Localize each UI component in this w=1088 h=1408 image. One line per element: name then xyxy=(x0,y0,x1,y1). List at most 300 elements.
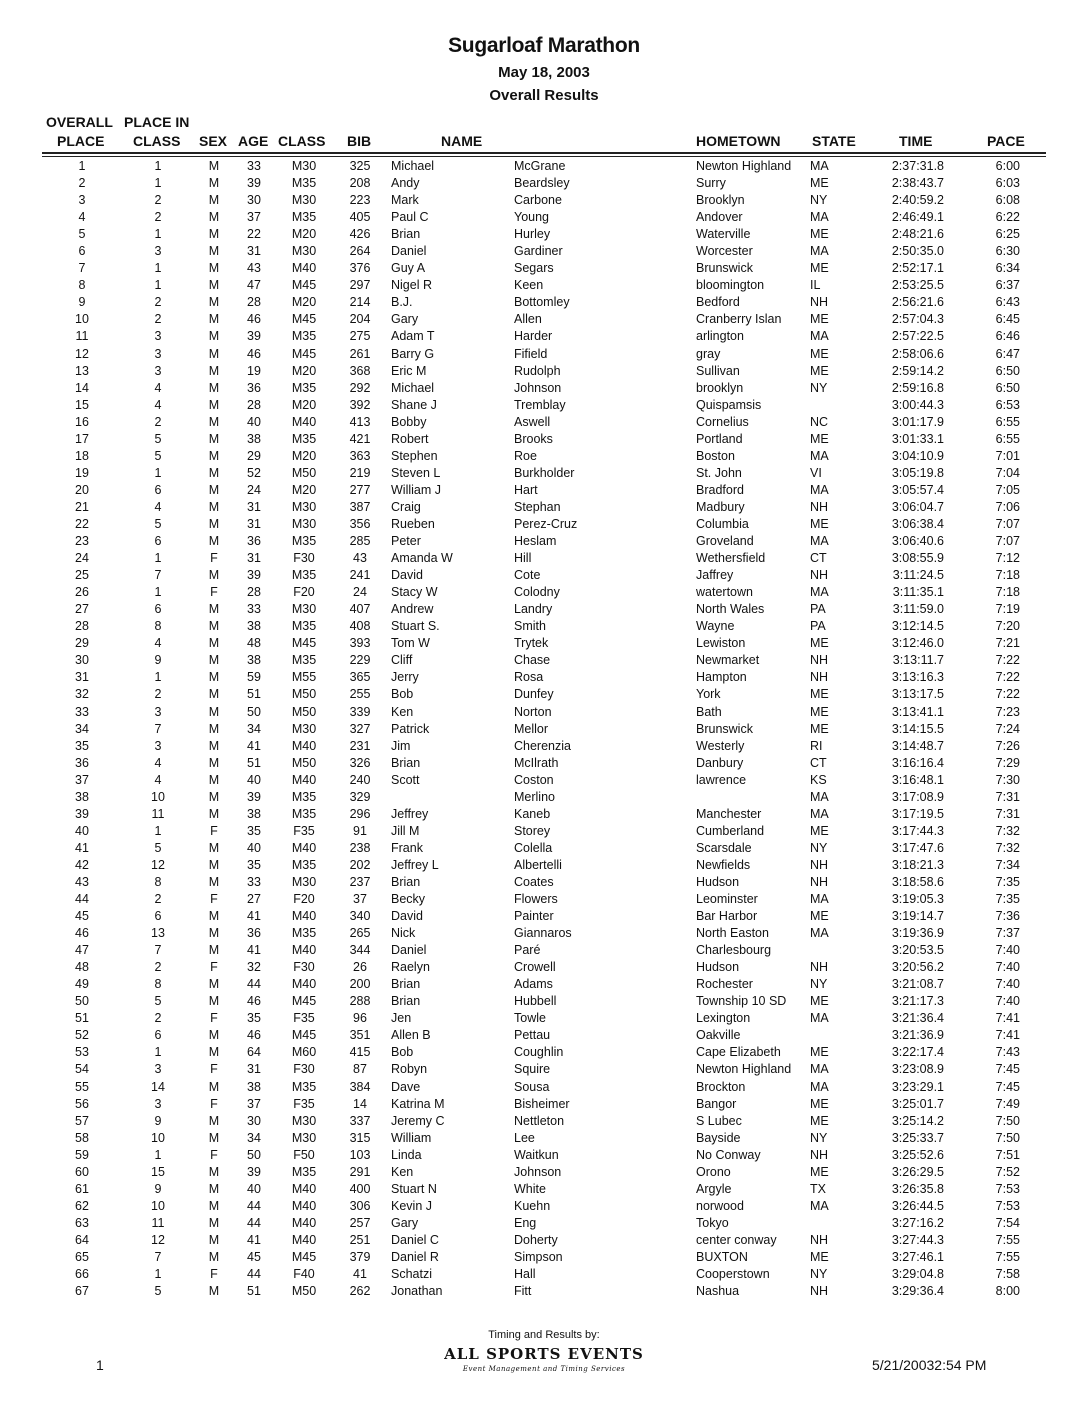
table-row xyxy=(0,516,1088,533)
hometown-cell: Worcester xyxy=(696,244,753,259)
class-place-cell: 14 xyxy=(151,1079,165,1094)
hometown-cell: arlington xyxy=(696,329,744,344)
overall-place-cell: 27 xyxy=(75,602,89,617)
last-name-cell: Coston xyxy=(514,772,554,787)
finish-time-cell: 2:57:04.3 xyxy=(891,312,944,327)
finish-time-cell: 2:40:59.2 xyxy=(891,193,944,208)
finish-time-cell: 3:21:36.4 xyxy=(891,1011,944,1026)
sex-cell: M xyxy=(208,193,220,208)
first-name-cell: Bobby xyxy=(391,414,427,429)
bib-cell: 238 xyxy=(349,840,371,855)
first-name-cell: Brian xyxy=(391,874,421,889)
hometown-cell: Groveland xyxy=(696,534,754,549)
overall-place-cell: 36 xyxy=(75,755,89,770)
bib-cell: 237 xyxy=(349,874,371,889)
class-place-cell: 5 xyxy=(154,1284,162,1299)
first-name-cell: Jen xyxy=(391,1011,412,1026)
table-row xyxy=(0,908,1088,925)
age-cell: 30 xyxy=(247,193,261,208)
sex-cell: M xyxy=(208,1045,220,1060)
table-row xyxy=(0,294,1088,311)
pace-cell: 7:55 xyxy=(995,1250,1020,1264)
bib-cell: 292 xyxy=(349,380,371,395)
first-name-cell: Jeffrey xyxy=(391,806,429,821)
hometown-cell: Danbury xyxy=(696,755,744,770)
sex-cell: F xyxy=(210,823,218,838)
pace-cell: 7:54 xyxy=(995,1215,1020,1230)
sex-cell: M xyxy=(208,1250,220,1264)
finish-time-cell: 2:50:35.0 xyxy=(891,244,944,259)
bib-cell: 202 xyxy=(349,857,371,872)
class-place-cell: 5 xyxy=(154,840,162,855)
table-row xyxy=(0,601,1088,618)
last-name-cell: Landry xyxy=(514,602,553,617)
last-name-cell: Aswell xyxy=(514,414,551,429)
age-class-cell: M35 xyxy=(291,619,317,634)
table-row xyxy=(0,704,1088,721)
age-class-cell: M30 xyxy=(291,602,317,617)
state-cell: NY xyxy=(810,380,828,395)
overall-place-cell: 50 xyxy=(75,994,89,1009)
table-row xyxy=(0,618,1088,635)
table-row xyxy=(0,1096,1088,1113)
bib-cell: 275 xyxy=(349,329,371,344)
bib-cell: 306 xyxy=(349,1198,371,1213)
last-name-cell: Storey xyxy=(514,823,551,838)
pace-cell: 7:07 xyxy=(995,534,1020,549)
last-name-cell: Doherty xyxy=(514,1232,558,1247)
overall-place-cell: 54 xyxy=(75,1062,89,1077)
age-cell: 31 xyxy=(247,551,261,566)
last-name-cell: Kuehn xyxy=(514,1198,551,1213)
class-place-cell: 1 xyxy=(154,1045,162,1060)
bib-cell: 229 xyxy=(349,653,371,668)
hometown-cell: North Easton xyxy=(696,926,769,941)
finish-time-cell: 3:29:36.4 xyxy=(891,1284,944,1299)
class-place-cell: 1 xyxy=(154,585,162,600)
table-row xyxy=(0,925,1088,942)
age-class-cell: M45 xyxy=(291,1250,317,1264)
sex-cell: M xyxy=(208,176,220,191)
hometown-cell: Bangor xyxy=(696,1096,737,1111)
last-name-cell: Hall xyxy=(514,1267,536,1282)
age-class-cell: M35 xyxy=(291,380,317,395)
age-cell: 44 xyxy=(247,1215,261,1230)
first-name-cell: William J xyxy=(391,482,441,497)
last-name-cell: Allen xyxy=(514,312,542,327)
hometown-cell: Hudson xyxy=(696,960,740,975)
last-name-cell: Flowers xyxy=(514,892,558,907)
age-cell: 46 xyxy=(247,1028,261,1043)
state-cell: ME xyxy=(810,346,829,361)
sex-cell: M xyxy=(208,534,220,549)
first-name-cell: Daniel C xyxy=(391,1232,439,1247)
class-place-cell: 1 xyxy=(154,176,162,191)
finish-time-cell: 3:27:16.2 xyxy=(891,1215,944,1230)
first-name-cell: Brian xyxy=(391,227,421,242)
table-row xyxy=(0,431,1088,448)
bib-cell: 393 xyxy=(349,636,371,651)
hometown-cell: Newton Highland xyxy=(696,1062,792,1077)
overall-place-cell: 33 xyxy=(75,704,89,719)
page-number: 1 xyxy=(96,1357,104,1373)
hometown-cell: Bradford xyxy=(696,482,744,497)
hometown-cell: No Conway xyxy=(696,1147,761,1162)
overall-place-cell: 7 xyxy=(78,261,86,276)
last-name-cell: Stephan xyxy=(514,499,561,514)
finish-time-cell: 3:27:44.3 xyxy=(891,1232,944,1247)
table-row xyxy=(0,823,1088,840)
sex-cell: M xyxy=(208,159,220,173)
class-place-cell: 5 xyxy=(154,448,162,463)
hometown-cell: Charlesbourg xyxy=(696,943,772,958)
hometown-cell: Hampton xyxy=(696,670,747,685)
bib-cell: 14 xyxy=(353,1096,367,1111)
finish-time-cell: 3:23:29.1 xyxy=(891,1079,944,1094)
first-name-cell: Paul C xyxy=(391,210,429,225)
last-name-cell: Painter xyxy=(514,909,554,924)
pace-cell: 7:35 xyxy=(995,874,1020,889)
finish-time-cell: 3:17:47.6 xyxy=(891,840,944,855)
overall-place-cell: 21 xyxy=(75,499,89,514)
bib-cell: 407 xyxy=(349,602,371,617)
pace-cell: 6:08 xyxy=(995,193,1020,208)
last-name-cell: Rudolph xyxy=(514,363,561,378)
hometown-cell: Cooperstown xyxy=(696,1267,770,1282)
last-name-cell: Pettau xyxy=(514,1028,551,1043)
state-cell: NY xyxy=(810,1267,828,1282)
state-cell: NH xyxy=(810,960,829,975)
overall-place-cell: 6 xyxy=(78,244,86,259)
pace-cell: 7:31 xyxy=(995,806,1020,821)
table-row xyxy=(0,1266,1088,1283)
finish-time-cell: 3:16:48.1 xyxy=(891,772,944,787)
pace-cell: 7:32 xyxy=(995,823,1020,838)
age-class-cell: M35 xyxy=(291,534,317,549)
age-cell: 44 xyxy=(247,1198,261,1213)
age-cell: 34 xyxy=(247,721,261,736)
hometown-cell: North Wales xyxy=(696,602,765,617)
bib-cell: 240 xyxy=(349,772,371,787)
last-name-cell: Burkholder xyxy=(514,465,575,480)
overall-place-cell: 23 xyxy=(75,534,89,549)
age-class-cell: M30 xyxy=(291,1113,317,1128)
overall-place-cell: 39 xyxy=(75,806,89,821)
finish-time-cell: 3:17:08.9 xyxy=(891,789,944,804)
age-cell: 38 xyxy=(247,1079,261,1094)
first-name-cell: Ken xyxy=(391,1164,414,1179)
state-cell: PA xyxy=(810,602,826,617)
finish-time-cell: 3:12:46.0 xyxy=(891,636,944,651)
age-cell: 34 xyxy=(247,1130,261,1145)
hometown-cell: Andover xyxy=(696,210,743,225)
last-name-cell: Squire xyxy=(514,1062,551,1077)
age-cell: 39 xyxy=(247,176,261,191)
hometown-cell: Cape Elizabeth xyxy=(696,1045,781,1060)
state-cell: MA xyxy=(810,1062,829,1077)
state-cell: ME xyxy=(810,1113,829,1128)
first-name-cell: Jonathan xyxy=(391,1284,443,1299)
finish-time-cell: 3:11:35.1 xyxy=(892,585,944,600)
class-place-cell: 12 xyxy=(151,857,165,872)
sex-cell: M xyxy=(208,636,220,651)
overall-place-cell: 52 xyxy=(75,1028,89,1043)
table-row xyxy=(0,533,1088,550)
pace-cell: 7:30 xyxy=(995,772,1020,787)
bib-cell: 91 xyxy=(353,823,367,838)
age-class-cell: M30 xyxy=(291,516,317,531)
age-class-cell: M55 xyxy=(291,670,317,685)
first-name-cell: Michael xyxy=(391,380,435,395)
pace-cell: 7:29 xyxy=(995,755,1020,770)
age-class-cell: F35 xyxy=(293,823,315,838)
first-name-cell: Jeffrey L xyxy=(391,857,439,872)
last-name-cell: Coughlin xyxy=(514,1045,564,1060)
last-name-cell: Roe xyxy=(514,448,537,463)
hometown-cell: Lewiston xyxy=(696,636,746,651)
age-class-cell: M35 xyxy=(291,653,317,668)
sex-cell: M xyxy=(208,909,220,924)
last-name-cell: Hill xyxy=(514,551,532,566)
class-place-cell: 1 xyxy=(154,1147,162,1162)
table-row xyxy=(0,346,1088,363)
bib-cell: 200 xyxy=(349,977,371,992)
sex-cell: M xyxy=(208,977,220,992)
age-class-cell: M50 xyxy=(291,1284,317,1299)
header-class-place: CLASS xyxy=(133,133,181,149)
state-cell: MA xyxy=(810,585,829,600)
finish-time-cell: 2:58:06.6 xyxy=(891,346,944,361)
state-cell: NH xyxy=(810,1147,829,1162)
bib-cell: 41 xyxy=(353,1267,367,1282)
sex-cell: M xyxy=(208,295,220,310)
overall-place-cell: 16 xyxy=(75,414,89,429)
finish-time-cell: 3:13:16.3 xyxy=(891,670,944,685)
pace-cell: 7:23 xyxy=(995,704,1020,719)
table-row xyxy=(0,448,1088,465)
class-place-cell: 8 xyxy=(154,977,162,992)
first-name-cell: Daniel xyxy=(391,244,427,259)
class-place-cell: 4 xyxy=(154,380,162,395)
sex-cell: M xyxy=(208,414,220,429)
overall-place-cell: 5 xyxy=(78,227,86,242)
last-name-cell: Crowell xyxy=(514,960,556,975)
table-row xyxy=(0,1283,1088,1300)
pace-cell: 7:22 xyxy=(995,653,1020,668)
age-class-cell: M45 xyxy=(291,278,317,293)
age-cell: 40 xyxy=(247,414,261,429)
table-row xyxy=(0,652,1088,669)
finish-time-cell: 2:56:21.6 xyxy=(891,295,944,310)
state-cell: MA xyxy=(810,448,829,463)
age-cell: 39 xyxy=(247,789,261,804)
first-name-cell: Robert xyxy=(391,431,429,446)
bib-cell: 325 xyxy=(349,159,371,173)
hometown-cell: York xyxy=(696,687,721,702)
last-name-cell: Rosa xyxy=(514,670,544,685)
header-place: PLACE xyxy=(57,133,105,149)
state-cell: ME xyxy=(810,721,829,736)
sex-cell: M xyxy=(208,1130,220,1145)
sex-cell: M xyxy=(208,1181,220,1196)
company-logo: ALL SPORTS EVENTS xyxy=(444,1345,644,1363)
age-class-cell: M40 xyxy=(291,909,317,924)
last-name-cell: Eng xyxy=(514,1215,537,1230)
bib-cell: 204 xyxy=(349,312,371,327)
class-place-cell: 2 xyxy=(154,193,162,208)
bib-cell: 405 xyxy=(349,210,371,225)
last-name-cell: McGrane xyxy=(514,159,566,173)
state-cell: MA xyxy=(810,534,829,549)
overall-place-cell: 22 xyxy=(75,516,89,531)
first-name-cell: Frank xyxy=(391,840,423,855)
table-row xyxy=(0,1027,1088,1044)
hometown-cell: Surry xyxy=(696,176,726,191)
age-cell: 51 xyxy=(247,687,261,702)
state-cell: ME xyxy=(810,1045,829,1060)
first-name-cell: Jill M xyxy=(391,823,420,838)
finish-time-cell: 3:21:17.3 xyxy=(891,994,944,1009)
state-cell: MA xyxy=(810,892,829,907)
age-cell: 22 xyxy=(247,227,261,242)
state-cell: MA xyxy=(810,244,829,259)
sex-cell: M xyxy=(208,1164,220,1179)
sex-cell: M xyxy=(208,670,220,685)
table-row xyxy=(0,1181,1088,1198)
sex-cell: M xyxy=(208,704,220,719)
table-row xyxy=(0,277,1088,294)
sex-cell: F xyxy=(210,551,218,566)
pace-cell: 6:50 xyxy=(995,363,1020,378)
overall-place-cell: 62 xyxy=(75,1198,89,1213)
age-class-cell: M30 xyxy=(291,159,317,173)
finish-time-cell: 3:19:14.7 xyxy=(891,909,944,924)
bib-cell: 363 xyxy=(349,448,371,463)
age-class-cell: M35 xyxy=(291,431,317,446)
bib-cell: 37 xyxy=(353,892,367,907)
last-name-cell: White xyxy=(514,1181,546,1196)
age-cell: 39 xyxy=(247,329,261,344)
overall-place-cell: 2 xyxy=(78,176,86,191)
first-name-cell: William xyxy=(391,1130,432,1145)
finish-time-cell: 3:16:16.4 xyxy=(891,755,944,770)
class-place-cell: 4 xyxy=(154,636,162,651)
bib-cell: 296 xyxy=(349,806,371,821)
state-cell: ME xyxy=(810,636,829,651)
pace-cell: 7:07 xyxy=(995,516,1020,531)
hometown-cell: Westerly xyxy=(696,738,745,753)
table-row xyxy=(0,192,1088,209)
age-cell: 47 xyxy=(247,278,261,293)
sex-cell: M xyxy=(208,789,220,804)
first-name-cell: Stephen xyxy=(391,448,438,463)
state-cell: ME xyxy=(810,994,829,1009)
page-subtitle: Overall Results xyxy=(489,87,599,104)
hometown-cell: Orono xyxy=(696,1164,731,1179)
first-name-cell: Ken xyxy=(391,704,414,719)
age-cell: 28 xyxy=(247,295,261,310)
overall-place-cell: 9 xyxy=(78,295,86,310)
age-class-cell: M35 xyxy=(291,329,317,344)
overall-place-cell: 14 xyxy=(75,380,89,395)
bib-cell: 231 xyxy=(349,738,371,753)
finish-time-cell: 3:22:17.4 xyxy=(891,1045,944,1060)
class-place-cell: 2 xyxy=(154,1011,162,1026)
state-cell: MA xyxy=(810,926,829,941)
age-class-cell: M50 xyxy=(291,755,317,770)
first-name-cell: Michael xyxy=(391,159,435,173)
bib-cell: 379 xyxy=(349,1250,371,1264)
state-cell: ME xyxy=(810,909,829,924)
first-name-cell: Stacy W xyxy=(391,585,438,600)
hometown-cell: Jaffrey xyxy=(696,568,734,583)
finish-time-cell: 3:26:29.5 xyxy=(891,1164,944,1179)
table-row xyxy=(0,840,1088,857)
finish-time-cell: 3:21:36.9 xyxy=(891,1028,944,1043)
hometown-cell: Cornelius xyxy=(696,414,749,429)
bib-cell: 376 xyxy=(349,261,371,276)
state-cell: RI xyxy=(810,738,823,753)
finish-time-cell: 2:37:31.8 xyxy=(891,159,944,173)
first-name-cell: Jeremy C xyxy=(391,1113,445,1128)
age-class-cell: M40 xyxy=(291,1215,317,1230)
overall-place-cell: 11 xyxy=(75,329,89,344)
state-cell: NH xyxy=(810,857,829,872)
class-place-cell: 10 xyxy=(151,1130,165,1145)
last-name-cell: Brooks xyxy=(514,431,553,446)
class-place-cell: 3 xyxy=(154,1062,162,1077)
finish-time-cell: 3:13:11.7 xyxy=(892,653,944,668)
last-name-cell: Smith xyxy=(514,619,546,634)
bib-cell: 208 xyxy=(349,176,371,191)
state-cell: MA xyxy=(810,1011,829,1026)
sex-cell: M xyxy=(208,329,220,344)
age-class-cell: M35 xyxy=(291,806,317,821)
finish-time-cell: 3:20:53.5 xyxy=(891,943,944,958)
overall-place-cell: 32 xyxy=(75,687,89,702)
bib-cell: 241 xyxy=(349,568,371,583)
last-name-cell: Mellor xyxy=(514,721,549,736)
hometown-cell: Newfields xyxy=(696,857,751,872)
finish-time-cell: 3:04:10.9 xyxy=(891,448,944,463)
header-bib: BIB xyxy=(347,133,372,149)
last-name-cell: Adams xyxy=(514,977,553,992)
state-cell: NH xyxy=(810,568,829,583)
first-name-cell: Cliff xyxy=(391,653,413,668)
age-class-cell: F35 xyxy=(293,1011,315,1026)
table-row xyxy=(0,1130,1088,1147)
finish-time-cell: 3:01:17.9 xyxy=(891,414,944,429)
table-row xyxy=(0,721,1088,738)
age-cell: 33 xyxy=(247,602,261,617)
age-class-cell: F40 xyxy=(293,1267,315,1282)
pace-cell: 7:45 xyxy=(995,1079,1020,1094)
table-row xyxy=(0,1198,1088,1215)
age-class-cell: M30 xyxy=(291,193,317,208)
first-name-cell: Stuart S. xyxy=(391,619,440,634)
bib-cell: 421 xyxy=(349,431,371,446)
timing-credit: Timing and Results by: xyxy=(488,1329,600,1341)
class-place-cell: 9 xyxy=(154,1181,162,1196)
class-place-cell: 6 xyxy=(154,534,162,549)
last-name-cell: Tremblay xyxy=(514,397,566,412)
finish-time-cell: 3:20:56.2 xyxy=(891,960,944,975)
first-name-cell: Katrina M xyxy=(391,1096,445,1111)
overall-place-cell: 35 xyxy=(75,738,89,753)
age-cell: 38 xyxy=(247,431,261,446)
finish-time-cell: 3:19:36.9 xyxy=(891,926,944,941)
finish-time-cell: 3:18:58.6 xyxy=(891,874,944,889)
